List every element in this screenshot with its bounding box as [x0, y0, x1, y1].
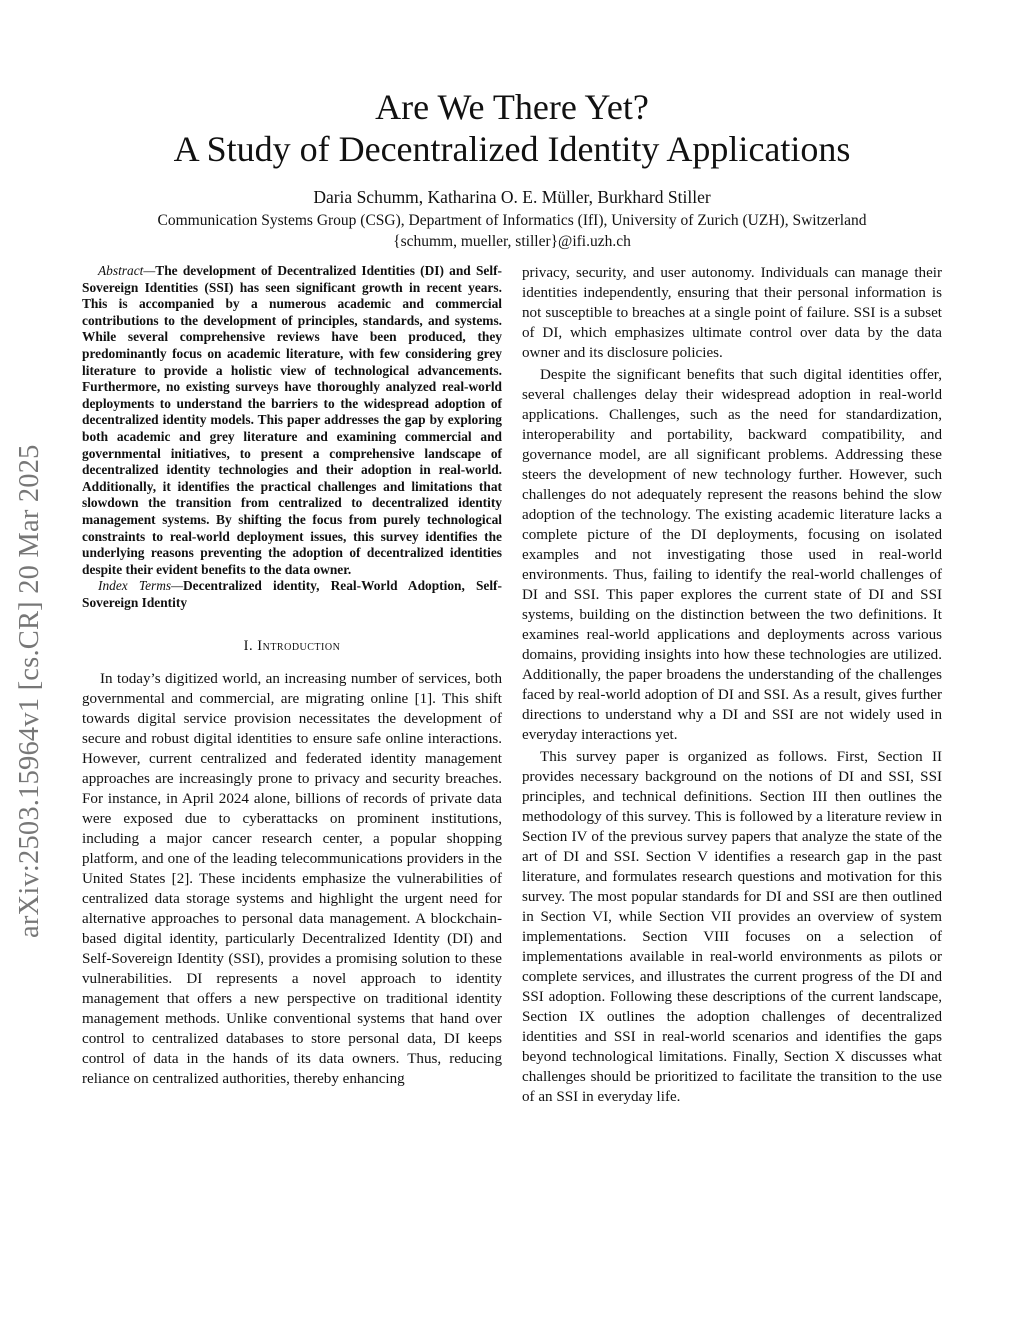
- paper-title: [0, 86, 1024, 170]
- section-number: I.: [243, 638, 254, 655]
- abstract-label: Abstract—: [98, 263, 156, 278]
- intro-paragraph-2: Despite the significant benefits that such digital identities offer, several challenges delay their widespread adoption in real-world applications. Challenges, such as the need for standardization, interoperability and portability, backward compatibility, and governance model, are all significant problems. Addressing these steers the development of new technology further. However, such challenges do not adequately represent the reasons behind the slow adoption of the technology. The existing academic literature lacks a complete picture of the DI deployments, focusing on isolated examples and not investigating those used in real-world environments. Thus, failing to identify the real-world challenges of DI and SSI. This paper explores the current state of DI and SSI systems, building on the distinction between the two definitions. It examines real-world applications and deployments across various domains, providing insights into how these technologies are utilized. Additionally, the paper broadens the understanding of the challenges faced by real-world adoption of DI and SSI. As a result, gives further directions to understand why a DI and SSI are not widely used in everyday interactions yet.: [522, 367, 942, 743]
- index-terms: [82, 578, 502, 611]
- abstract: [82, 263, 502, 578]
- abstract-text: The development of Decentralized Identities (DI) and Self-Sovereign Identities (SSI) has seen significant growth in recent years. This is accompanied by a numerous academic and commercial contributions to the development of principles, standards, and systems. While several comprehensive reviews have been produced, they predominantly focus on academic literature, with few considering grey literature to provide a holistic view of technological advancements. Furthermore, no existing surveys have thoroughly analyzed real-world deployments to understand the barriers to the widespread adoption of decentralized identity models. This paper addresses the gap by exploring both academic and grey literature and examining commercial and governmental initiatives, to present a comprehensive landscape of decentralized identity technologies and their adoption in real-world. Additionally, it identifies the practical challenges and limitations that slowdown the transition from centralized to decentralized identity management systems. By shifting the focus from purely technological constraints to real-world deployment issues, this survey identifies the underlying reasons preventing the adoption of decentralized identities despite their evident benefits to the data owner.: [82, 263, 502, 577]
- intro-paragraph-3: This survey paper is organized as follows. First, Section II provides necessary background on the notions of DI and SSI, SSI principles, and technical definitions. Section III then outlines the methodology of this survey. This is followed by a literature review in Section IV of the previous survey papers that analyze the state of the art of DI and SSI. Section V identifies a research gap in the past literature, and formulates research questions and motivation for this survey. The most popular standards for DI and SSI are then outlined in Section VI, while Section VII provides an overview of system implementations. Section VIII focuses on a selection of implementations available in real-world environments as pilots or complete services, and illustrates the current progress of the DI and SSI adoption. Following these descriptions of the current landscape, Section IX outlines the adoption challenges of decentralized identities and SSI in real-world scenarios and identifies the gaps beyond technological limitations. Finally, Section X discusses what challenges should be prioritized to facilitate the transition to the use of an SSI in everyday life.: [522, 749, 942, 1105]
- index-terms-text: Decentralized identity, Real-World Adoption, Self-Sovereign Identity: [82, 578, 502, 610]
- affiliation: Communication Systems Group (CSG), Department of Informatics (IfI), University of Zurich (UZH), Switzerland: [157, 212, 867, 229]
- intro-paragraph-1-continued: privacy, security, and user autonomy. Individuals can manage their identities independently, ensuring that their personal information is not susceptible to breaches at a single point of failure. SSI is a subset of DI, which emphasizes ultimate control over data by the data owner and its disclosure policies.: [522, 265, 942, 361]
- arxiv-identifier: arXiv:2503.15964v1 [cs.CR] 20 Mar 2025: [14, 444, 45, 938]
- title-line-2: A Study of Decentralized Identity Applications: [173, 129, 851, 169]
- left-column: [82, 263, 502, 1089]
- intro-paragraph-1: In today’s digitized world, an increasing number of services, both governmental and commercial, are migrating online [1]. This shift towards digital service provision necessitates the development of secure and robust digital identities to ensure safe online interactions. However, current centralized and federated identity management approaches are increasingly prone to privacy and security breaches. For instance, in April 2024 alone, billions of records of private data were exposed due to cyberattacks on prominent institutions, including a major cancer research center, a popular shopping platform, and one of the leading telecommunications providers in the United States [2]. These incidents emphasize the vulnerabilities of centralized data storage systems and highlight the urgent need for alternative approaches to personal data management. A blockchain-based digital identity, particularly Decentralized Identity (DI) and Self-Sovereign Identity (SSI), provides a promising solution to these vulnerabilities. DI represents a novel approach to identity management that offers a new perspective on traditional identity management methods. Unlike conventional systems that hand over control to centralized databases to store personal data, DI keeps control of data in the hands of its data owners. Thus, reducing reliance on centralized authorities, thereby enhancing: [82, 671, 502, 1088]
- index-terms-label: Index Terms—: [98, 578, 184, 594]
- right-column: [522, 263, 942, 1107]
- section-title: Introduction: [257, 638, 341, 655]
- section-heading-introduction: [82, 636, 502, 656]
- author-list: Daria Schumm, Katharina O. E. Müller, Burkhard Stiller: [313, 187, 711, 207]
- author-email: {schumm, mueller, stiller}@ifi.uzh.ch: [393, 233, 631, 250]
- affiliation-block: [0, 210, 1024, 252]
- title-line-1: Are We There Yet?: [375, 87, 649, 127]
